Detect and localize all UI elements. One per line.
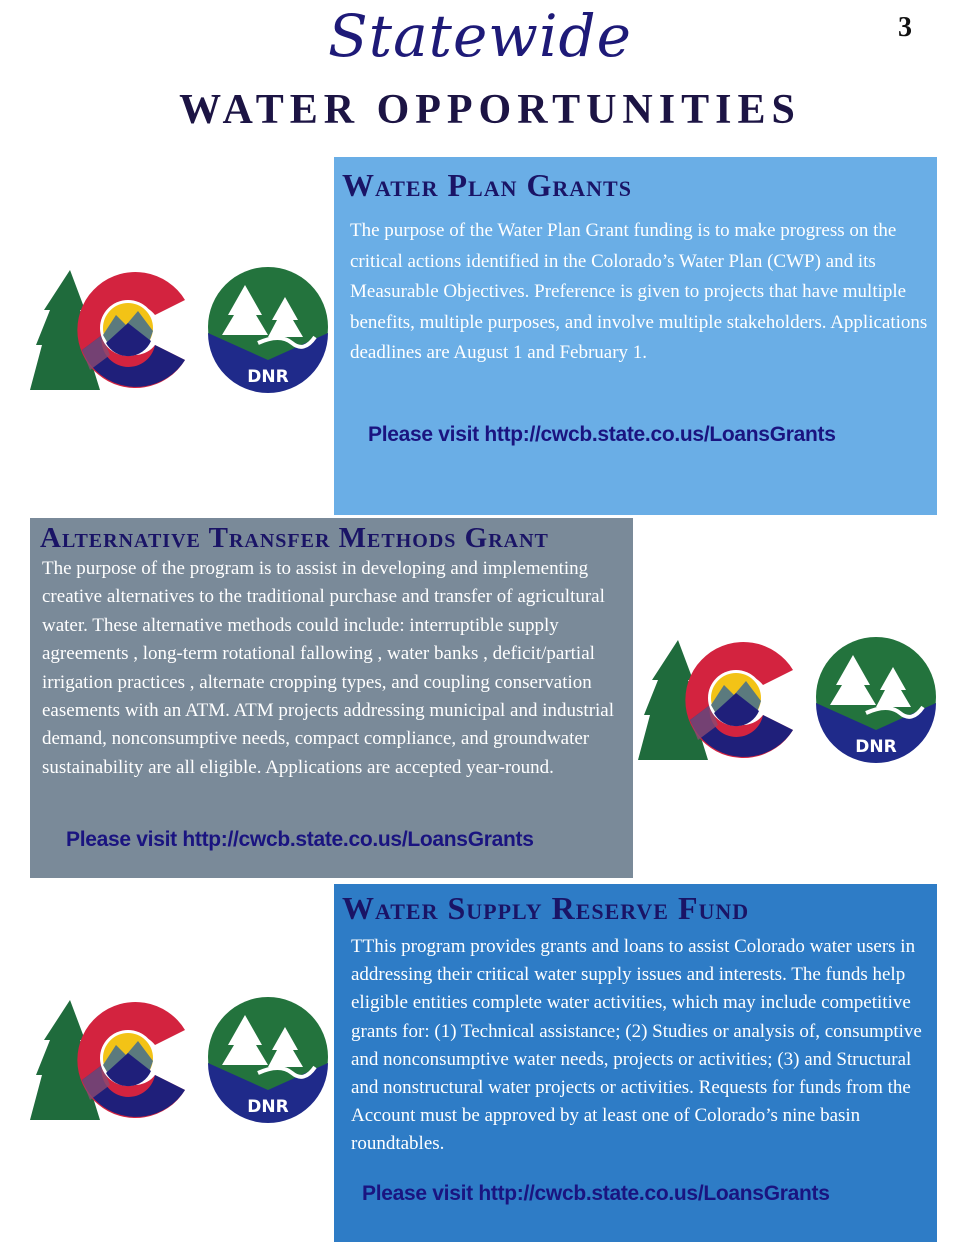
colorado-logo-icon (638, 640, 793, 760)
logo-group (638, 635, 938, 765)
svg-text:DNR: DNR (247, 367, 289, 387)
water-plan-grants-section (334, 157, 937, 515)
page-title-script: Statewide (328, 2, 632, 70)
page-number: 3 (898, 12, 912, 43)
svg-text:DNR: DNR (247, 1097, 289, 1117)
colorado-logo-icon (30, 1000, 185, 1120)
section-body: TThis program provides grants and loans to assist Colorado water users in addressing their critical water supply issues and interests. The funds help eligible entities complete water activities, which may include competitive grants for: (1) Technical assistance; (2) Studies or analysis of, consumptive and nonconsumptive water needs, projects or activities; (3) and Structural and nonstructural water projects or activities. Requests for funds from the Account must be approved by at least one of Colorado’s nine basin roundtables. (351, 936, 922, 1155)
water-supply-reserve-fund-section (334, 884, 937, 1242)
logo-group (30, 265, 330, 395)
section-body: The purpose of the Water Plan Grant funding is to make progress on the critical actions identified in the Colorado’s Water Plan (CWP) and its Measurable Objectives. Preference is given to projects that have multiple benefits, multiple purposes, and involve multiple stakeholders. Applications deadlines are August 1 and February 1. (350, 220, 928, 363)
dnr-logo-icon (208, 997, 328, 1123)
section-body: The purpose of the program is to assist in developing and implementing creative alternatives to the traditional purchase and transfer of agricultural water. These alternative methods could include: interruptible supply agreements , long-term rotational fallowing , water banks , deficit/partial irrigation practices , alternate cropping types, and coupling conservation easements with an ATM. ATM projects addressing municipal and industrial demand, nonconsumptive needs, compact compliance, and groundwater sustainability are all eligible. Applications are accepted year-round. (42, 558, 615, 778)
atm-grant-section (30, 518, 633, 878)
logo-group (30, 995, 330, 1125)
page-subtitle: WATER OPPORTUNITIES (179, 87, 801, 133)
svg-text:DNR: DNR (855, 737, 897, 757)
loans-grants-link[interactable]: Please visit http://cwcb.state.co.us/LoansGrants (66, 828, 534, 851)
section-title: Water Supply Reserve Fund (342, 890, 750, 926)
loans-grants-link[interactable]: Please visit http://cwcb.state.co.us/LoansGrants (368, 423, 836, 446)
dnr-logo-icon (816, 637, 936, 763)
section-title: Alternative Transfer Methods Grant (40, 522, 549, 554)
dnr-logo-icon (208, 267, 328, 393)
colorado-logo-icon (30, 270, 185, 390)
loans-grants-link[interactable]: Please visit http://cwcb.state.co.us/LoansGrants (362, 1182, 830, 1205)
section-title: Water Plan Grants (342, 167, 632, 203)
